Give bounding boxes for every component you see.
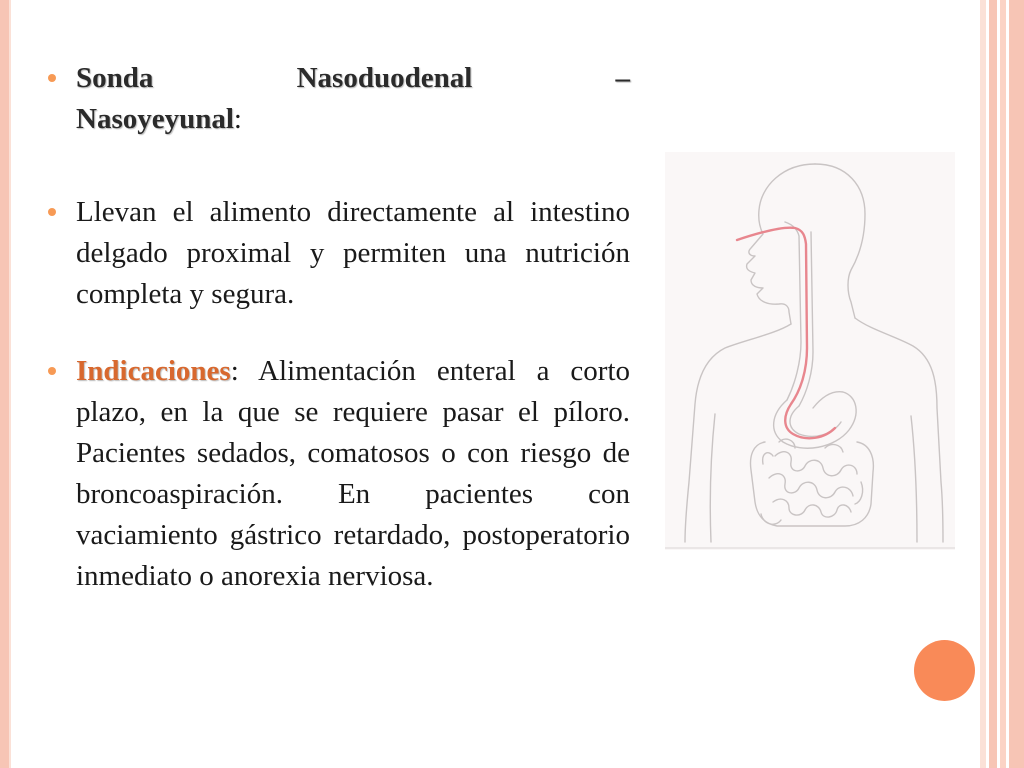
- bullet-dot-icon: [48, 208, 56, 216]
- left-border-stripe: [0, 0, 9, 768]
- indicaciones-heading: Indicaciones: [76, 355, 231, 387]
- nasoduodenal-tube-anatomy-diagram-icon: [665, 152, 955, 550]
- bullet-dot-icon: [48, 74, 56, 82]
- heading-line-2: Nasoyeyunal: [76, 103, 234, 135]
- bullet-description: [48, 192, 630, 315]
- indicaciones-colon: :: [230, 355, 239, 387]
- left-border-inner-stripe: [9, 0, 11, 768]
- anatomy-illustration: [665, 152, 955, 550]
- bullet-sonda-heading: [48, 58, 630, 140]
- orange-circle-icon: [914, 640, 975, 701]
- right-border-stripes: [980, 0, 1024, 768]
- slide-content: [48, 58, 630, 597]
- heading-line-1: Sonda Nasoduodenal –: [76, 62, 630, 94]
- indicaciones-text: Alimentación enteral a corto plazo, en la que se requiere pasar el píloro. Pacientes sedados, comatosos o con riesgo de broncoaspiración. En pacientes con vaciamiento gástrico retardado, postoperatorio inmediato o anorexia nerviosa.: [76, 355, 631, 592]
- description-text: Llevan el alimento directamente al intestino delgado proximal y permiten una nutrición completa y segura.: [76, 196, 630, 310]
- heading-line-2-wrap: [76, 103, 242, 135]
- bullet-dot-icon: [48, 367, 56, 375]
- bullet-indicaciones: [48, 351, 630, 597]
- heading-colon: :: [233, 103, 242, 135]
